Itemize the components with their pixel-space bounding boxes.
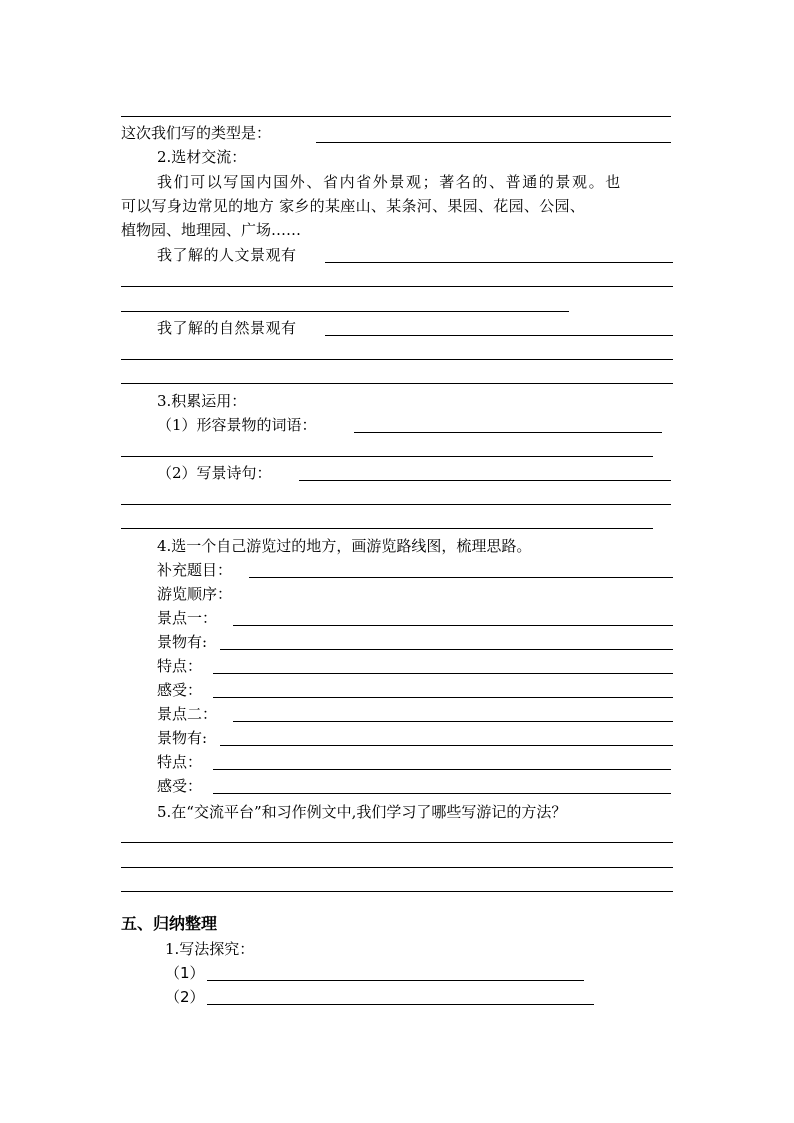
section-2-title: 2.选材交流： bbox=[157, 148, 247, 166]
section-2-paragraph-line-1: 我们可以写国内国外、省内省外景观；著名的、普通的景观。也 bbox=[157, 173, 622, 191]
writing-type-line[interactable] bbox=[316, 142, 671, 143]
answer-line[interactable] bbox=[121, 286, 673, 287]
section-2-paragraph-line-2: 可以写身边常见的地方 家乡的某座山、某条河、果园、花园、公园、 bbox=[121, 197, 586, 215]
answer-line[interactable] bbox=[121, 842, 673, 843]
spot-1-feeling-label: 感受： bbox=[157, 681, 203, 699]
answer-line[interactable] bbox=[121, 867, 673, 868]
spot-1-feature-label: 特点： bbox=[157, 657, 203, 675]
natural-landscape-label: 我了解的自然景观有 bbox=[157, 319, 297, 337]
answer-line[interactable] bbox=[121, 456, 653, 457]
poem-lines-line[interactable] bbox=[299, 480, 671, 481]
answer-line[interactable] bbox=[121, 359, 673, 360]
spot-2-scenery-label: 景物有: bbox=[157, 729, 208, 747]
section-4-title: 4.选一个自己游览过的地方，画游览路线图，梳理思路。 bbox=[157, 537, 532, 555]
poem-lines-label: （2）写景诗句： bbox=[157, 464, 272, 482]
answer-line[interactable] bbox=[121, 116, 671, 117]
human-landscape-label: 我了解的人文景观有 bbox=[157, 246, 297, 264]
answer-line[interactable] bbox=[121, 383, 673, 384]
spot-1-feature-line[interactable] bbox=[213, 673, 673, 674]
natural-landscape-line[interactable] bbox=[325, 335, 673, 336]
spot-2-line[interactable] bbox=[233, 721, 673, 722]
method-item-2-line[interactable] bbox=[207, 1004, 594, 1005]
answer-line[interactable] bbox=[121, 528, 653, 529]
scenery-words-label: （1）形容景物的词语： bbox=[157, 416, 317, 434]
spot-2-scenery-line[interactable] bbox=[220, 745, 673, 746]
answer-line[interactable] bbox=[121, 504, 671, 505]
spot-1-line[interactable] bbox=[233, 625, 673, 626]
spot-1-label: 景点一： bbox=[157, 609, 218, 627]
section-2-paragraph-line-3: 植物园、地理园、广场…… bbox=[121, 221, 302, 239]
spot-1-scenery-label: 景物有: bbox=[157, 633, 208, 651]
answer-line[interactable] bbox=[121, 891, 673, 892]
spot-2-feature-label: 特点： bbox=[157, 753, 203, 771]
method-item-2-label: （2） bbox=[165, 988, 205, 1006]
topic-label: 补充题目： bbox=[157, 561, 233, 579]
topic-line[interactable] bbox=[249, 577, 673, 578]
writing-method-title: 1.写法探究： bbox=[165, 940, 255, 958]
tour-order-label: 游览顺序： bbox=[157, 585, 233, 603]
writing-type-label: 这次我们写的类型是： bbox=[121, 124, 272, 142]
section-3-title: 3.积累运用： bbox=[157, 392, 247, 410]
method-item-1-label: （1） bbox=[165, 964, 205, 982]
human-landscape-line[interactable] bbox=[325, 262, 673, 263]
spot-2-feeling-label: 感受： bbox=[157, 777, 203, 795]
scenery-words-line[interactable] bbox=[354, 432, 662, 433]
answer-line[interactable] bbox=[121, 311, 569, 312]
spot-1-feeling-line[interactable] bbox=[213, 697, 673, 698]
spot-2-label: 景点二： bbox=[157, 705, 218, 723]
section-5-title: 5.在“交流平台”和习作例文中,我们学习了哪些写游记的方法？ bbox=[157, 803, 567, 821]
spot-2-feature-line[interactable] bbox=[213, 769, 671, 770]
method-item-1-line[interactable] bbox=[207, 980, 584, 981]
part-5-heading: 五、归纳整理 bbox=[121, 914, 218, 933]
spot-1-scenery-line[interactable] bbox=[220, 649, 673, 650]
spot-2-feeling-line[interactable] bbox=[213, 793, 671, 794]
